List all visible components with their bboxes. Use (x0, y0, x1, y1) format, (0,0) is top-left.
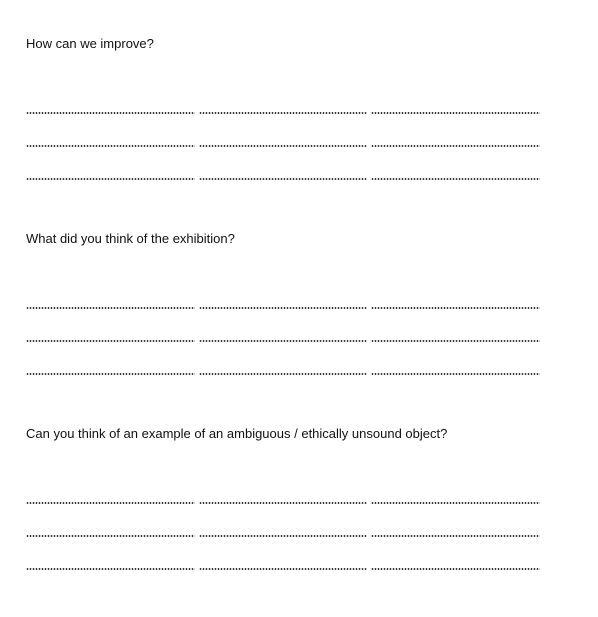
question-improve: How can we improve? (26, 36, 154, 51)
answer-line[interactable] (26, 560, 540, 570)
answer-line[interactable] (26, 365, 540, 375)
answer-line[interactable] (26, 137, 540, 147)
question-ambiguous-object: Can you think of an example of an ambiguous / ethically unsound object? (26, 426, 448, 441)
answer-line[interactable] (26, 494, 540, 504)
answer-line[interactable] (26, 527, 540, 537)
answer-line[interactable] (26, 332, 540, 342)
question-exhibition: What did you think of the exhibition? (26, 231, 235, 246)
answer-line[interactable] (26, 170, 540, 180)
answer-line[interactable] (26, 299, 540, 309)
answer-line[interactable] (26, 104, 540, 114)
